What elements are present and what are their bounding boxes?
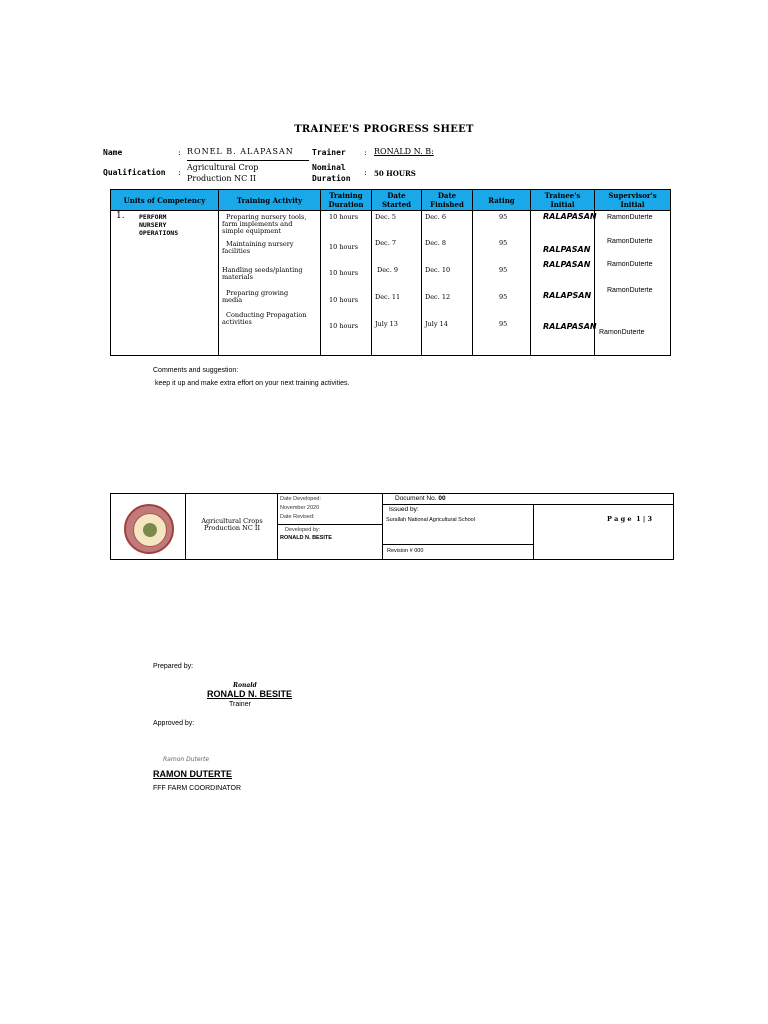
rating-cell xyxy=(473,211,531,356)
prepared-by-label: Prepared by: xyxy=(153,663,194,670)
started-1: Dec. 5 xyxy=(375,213,396,221)
rating-5: 95 xyxy=(499,320,508,328)
unit-number: 1. xyxy=(116,211,125,221)
date-revised-label: Date Revised: xyxy=(280,514,315,520)
issued-by-label: Issued by: xyxy=(389,506,419,513)
rating-1: 95 xyxy=(499,213,508,221)
trainer-value: RONALD N. B: xyxy=(374,147,434,156)
trainee-initial-5: RALAPASAN xyxy=(543,322,597,331)
page-number: P a g e 1 | 3 xyxy=(607,515,653,523)
name-underline xyxy=(187,160,309,161)
finished-cell xyxy=(422,211,473,356)
prepared-name: RONALD N. BESITE xyxy=(207,689,293,699)
duration-5: 10 hours xyxy=(329,322,359,330)
trainer-colon: : xyxy=(364,148,367,157)
developed-by-value: RONALD N. BESITE xyxy=(280,535,332,541)
header-units: Units of Competency xyxy=(111,190,219,211)
trainee-initial-4: RALAPSAN xyxy=(543,291,592,300)
unit-line1: PERFORM xyxy=(139,213,167,221)
developed-by-label: Developed by: xyxy=(285,527,321,533)
activity-3: Handling seeds/planting materials xyxy=(222,266,303,281)
date-developed-label: Date Developed: xyxy=(280,496,321,502)
header-activity: Training Activity xyxy=(219,190,321,211)
duration-1: 10 hours xyxy=(329,213,359,221)
supervisor-initial-2: RamonDuterte xyxy=(607,238,653,245)
name-colon: : xyxy=(178,148,181,157)
started-4: Dec. 11 xyxy=(375,293,401,301)
unit-line2: NURSERY xyxy=(139,221,167,229)
trainee-initial-1: RALAPASAN xyxy=(543,212,597,221)
date-developed-value: November 2020 xyxy=(280,505,320,511)
duration-cell xyxy=(321,211,372,356)
footer-qualification: Agricultural Crops Production NC II xyxy=(201,517,263,532)
school-logo xyxy=(124,504,174,554)
duration-4: 10 hours xyxy=(329,296,359,304)
supervisor-initial-1: RamonDuterte xyxy=(607,214,653,221)
comments-label: Comments and suggestion: xyxy=(153,367,239,374)
qualification-line1: Agricultural Crop xyxy=(187,163,259,172)
units-cell xyxy=(111,211,219,356)
document-no: Document No. 00 xyxy=(395,495,446,502)
supervisor-initial-4: RamonDuterte xyxy=(607,287,653,294)
revision-number: Revision # 000 xyxy=(387,548,424,554)
supervisor-initial-5: RamonDuterte xyxy=(599,329,645,336)
qualification-line2: Production NC II xyxy=(187,174,257,183)
table-row xyxy=(111,211,671,356)
header-started: Date Started xyxy=(372,190,422,211)
trainer-label: Trainer xyxy=(312,148,346,157)
duration-2: 10 hours xyxy=(329,243,359,251)
activity-5: Conducting Propagation activities xyxy=(222,311,307,326)
nominal-colon: : xyxy=(364,168,367,177)
finished-3: Dec. 10 xyxy=(425,266,451,274)
activity-cell xyxy=(219,211,321,356)
approved-name: RAMON DUTERTE xyxy=(153,769,232,779)
prepared-signature: Ronald xyxy=(233,682,257,689)
issued-by-value: Surallah National Agricultural School xyxy=(386,517,475,523)
trainee-initial-2: RALPASAN xyxy=(543,245,591,254)
nominal-label-line1: Nominal xyxy=(312,163,346,172)
document-footer xyxy=(110,493,674,560)
approved-role: FFF FARM COORDINATOR xyxy=(153,785,242,792)
trainee-initial-3: RALPASAN xyxy=(543,260,591,269)
activity-1: Preparing nursery tools, farm implements and simple equipment xyxy=(222,213,307,235)
finished-2: Dec. 8 xyxy=(425,239,446,247)
name-label: Name xyxy=(103,148,123,157)
header-duration: Training Duration xyxy=(321,190,372,211)
header-supervisor: Supervisor's Initial xyxy=(595,190,671,211)
rating-4: 95 xyxy=(499,293,508,301)
header-rating: Rating xyxy=(473,190,531,211)
activity-4: Preparing growing media xyxy=(222,289,289,304)
trainee-initial-cell xyxy=(531,211,595,356)
qualification-colon: : xyxy=(178,168,181,177)
progress-table xyxy=(110,189,671,356)
started-3: Dec. 9 xyxy=(377,266,398,274)
nominal-value: 50 HOURS xyxy=(374,169,416,178)
page-title: TRAINEE'S PROGRESS SHEET xyxy=(294,124,474,135)
supervisor-initial-cell xyxy=(595,211,671,356)
finished-4: Dec. 12 xyxy=(425,293,451,301)
started-5: July 13 xyxy=(375,320,398,328)
header-trainee: Trainee's Initial xyxy=(531,190,595,211)
supervisor-initial-3: RamonDuterte xyxy=(607,261,653,268)
activity-2: Maintaining nursery facilities xyxy=(222,240,294,255)
qualification-label: Qualification xyxy=(103,168,166,177)
nominal-label-line2: Duration xyxy=(312,174,351,183)
header-finished: Date Finished xyxy=(422,190,473,211)
duration-3: 10 hours xyxy=(329,269,359,277)
started-cell xyxy=(372,211,422,356)
finished-1: Dec. 6 xyxy=(425,213,446,221)
unit-line3: OPERATIONS xyxy=(139,229,179,237)
approved-by-label: Approved by: xyxy=(153,720,195,727)
rating-3: 95 xyxy=(499,266,508,274)
name-value: RONEL B. ALAPASAN xyxy=(187,147,294,156)
started-2: Dec. 7 xyxy=(375,239,396,247)
prepared-role: Trainer xyxy=(229,701,251,708)
approved-signature: Ramon Duterte xyxy=(163,756,210,763)
rating-2: 95 xyxy=(499,239,508,247)
finished-5: July 14 xyxy=(425,320,448,328)
comments-text: keep it up and make extra effort on your next training activities. xyxy=(155,380,350,387)
